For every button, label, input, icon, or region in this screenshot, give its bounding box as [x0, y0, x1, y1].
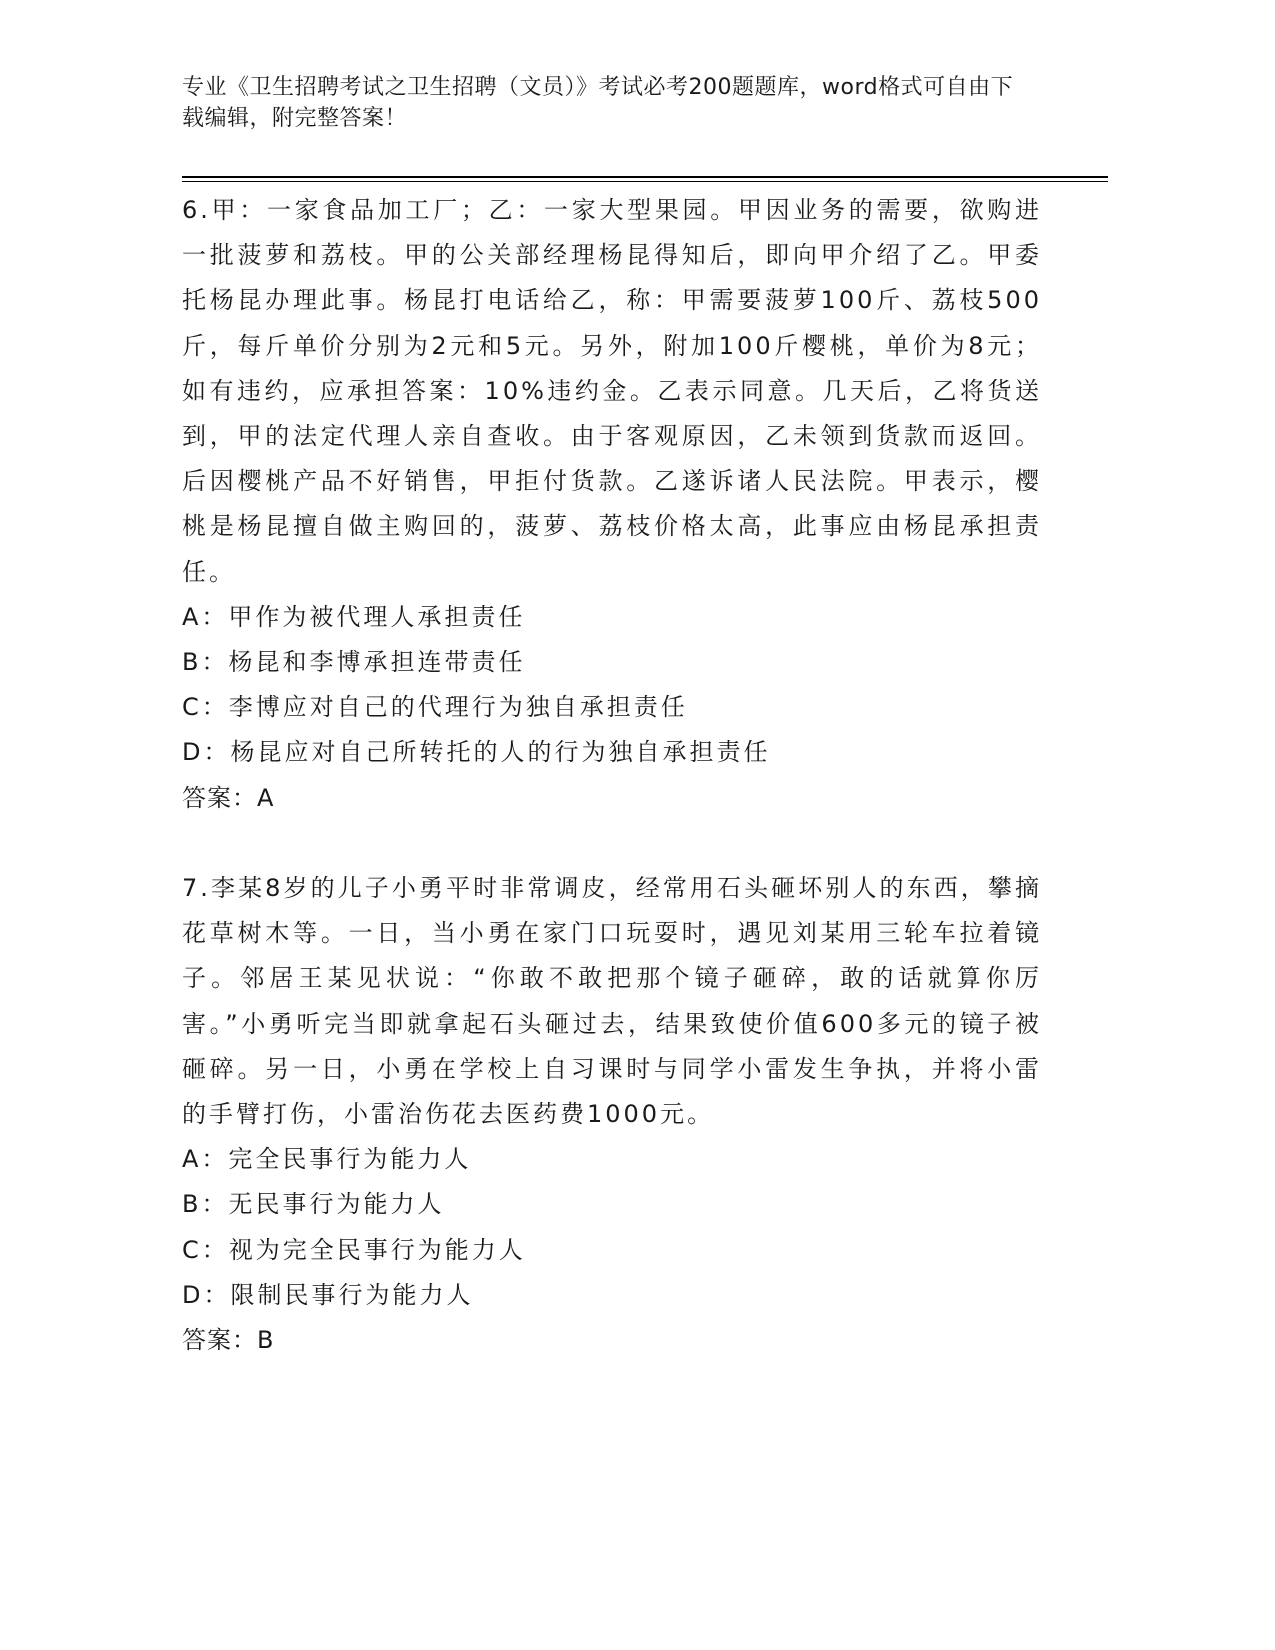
- option-a: A：完全民事行为能力人: [182, 1145, 472, 1174]
- answer-label: 答案：B: [182, 1326, 275, 1355]
- header-divider-thick: [182, 176, 1108, 178]
- header-divider-thin: [182, 181, 1108, 182]
- question-7: [182, 866, 1042, 1363]
- question-text: 6.甲：一家食品加工厂；乙：一家大型果园。甲因业务的需要，欲购进一批菠萝和荔枝。甲的公关部经理杨昆得知后，即向甲介绍了乙。甲委托杨昆办理此事。杨昆打电话给乙，称：甲需要菠萝100斤、荔枝500斤，每斤单价分别为2元和5元。另外，附加100斤樱桃，单价为8元；如有违约，应承担答案：10%违约金。乙表示同意。几天后，乙将货送到，甲的法定代理人亲自查收。由于客观原因，乙未领到货款而返回。后因樱桃产品不好销售，甲拒付货款。乙遂诉诸人民法院。甲表示，樱桃是杨昆擅自做主购回的，菠萝、荔枝价格太高，此事应由杨昆承担责任。: [182, 196, 1042, 586]
- option-d: D：限制民事行为能力人: [182, 1280, 474, 1309]
- option-b: B：无民事行为能力人: [182, 1190, 445, 1219]
- question-6: [182, 188, 1042, 821]
- answer-label: 答案：A: [182, 783, 275, 812]
- option-a: A：甲作为被代理人承担责任: [182, 602, 526, 631]
- option-c: C：李博应对自己的代理行为独自承担责任: [182, 693, 688, 722]
- option-c: C：视为完全民事行为能力人: [182, 1235, 526, 1264]
- option-d: D：杨昆应对自己所转托的人的行为独自承担责任: [182, 738, 771, 767]
- option-b: B：杨昆和李博承担连带责任: [182, 648, 526, 677]
- question-text: 7.李某8岁的儿子小勇平时非常调皮，经常用石头砸坏别人的东西，攀摘花草树木等。一日，当小勇在家门口玩耍时，遇见刘某用三轮车拉着镜子。邻居王某见状说：“你敢不敢把那个镜子砸碎，敢的话就算你厉害。”小勇听完当即就拿起石头砸过去，结果致使价值600多元的镜子被砸碎。另一日，小勇在学校上自习课时与同学小雷发生争执，并将小雷的手臂打伤，小雷治伤花去医药费1000元。: [182, 874, 1042, 1129]
- page-header: 专业《卫生招聘考试之卫生招聘（文员）》考试必考200题题库，word格式可自由下载编辑，附完整答案！: [182, 75, 1014, 131]
